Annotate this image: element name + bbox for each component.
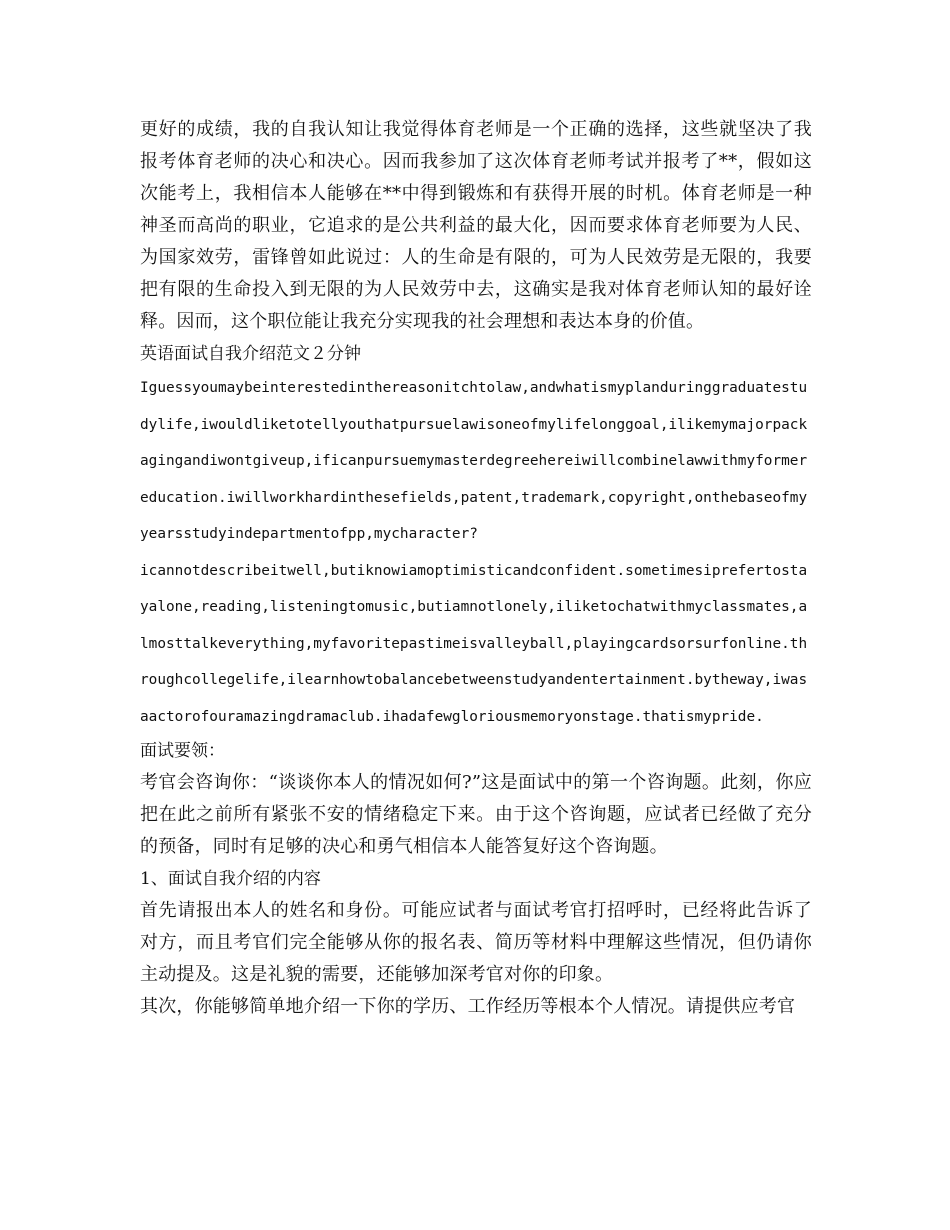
paragraph-first-question: 考官会咨询你：“谈谈你本人的情况如何?”这是面试中的第一个咨询题。此刻，你应把在此之前所有紧张不安的情绪稳定下来。由于这个咨询题，应试者已经做了充分的预备，同时有足够的决心和勇气相信本人能答复好这个咨询题。 [140, 772, 812, 857]
paragraph-career-motivation: 更好的成绩，我的自我认知让我觉得体育老师是一个正确的选择，这些就坚决了我报考体育老师的决心和决心。因而我参加了这次体育老师考试并报考了**，假如这次能考上，我相信本人能够在**中得到锻炼和有获得开展的时机。体育老师是一种神圣而高尚的职业，它追求的是公共利益的最大化，因而要求体育老师要为人民、为国家效劳，雷锋曾如此说过：人的生命是有限的，可为人民效劳是无限的，我要把有限的生命投入到无限的为人民效劳中去，这确实是我对体育老师认知的最好诠释。因而，这个职位能让我充分实现我的社会理想和表达本身的价值。 [140, 119, 812, 332]
paragraph-name-identity: 首先请报出本人的姓名和身份。可能应试者与面试考官打招呼时，已经将此告诉了对方，而且考官们完全能够从你的报名表、简历等材料中理解这些情况，但仍请你主动提及。这是礼貌的需要，还能够加深考官对你的印象。 [140, 900, 812, 985]
section-heading-english-intro: 英语面试自我介绍范文２分钟 [140, 344, 361, 364]
english-intro-paragraph-2: icannotdescribeitwell,butiknowiamoptimisticandconfident.sometimesiprefertostayalone,reading,listeningtomusic,butiamnotlonely,iliketochatwithmyclassmates,almosttalkeverything,myfavoritepastimeisvalleyball,playingcardsorsurfonline.throughcollegelife,ilearnhowtobalancebetweenstudyandentertainment.bytheway,iwasaactorofouramazingdramaclub.ihadafewgloriousmemoryonstage.thatismypride. [140, 562, 808, 725]
section-heading-intro-content: 1、面试自我介绍的内容 [140, 869, 321, 889]
english-intro-paragraph-1: Iguessyoumaybeinterestedinthereasonitchtolaw,andwhatismyplanduringgraduatestudylife,iwouldliketotellyouthatpursuelawisoneofmylifelonggoal,ilikemymajorpackagingandiwontgiveup,ificanpursuemymasterdegreehereiwillcombinelawwithmyformereducation.iwillworkhardinthesefields,patent,trademark,copyright,onthebaseofmyyearsstudyindepartmentofpp,mycharacter? [140, 380, 808, 542]
section-heading-interview-tips: 面试要领： [140, 741, 225, 761]
document-body [140, 114, 812, 1023]
paragraph-education-experience: 其次，你能够简单地介绍一下你的学历、工作经历等根本个人情况。请提供应考官 [140, 996, 796, 1017]
